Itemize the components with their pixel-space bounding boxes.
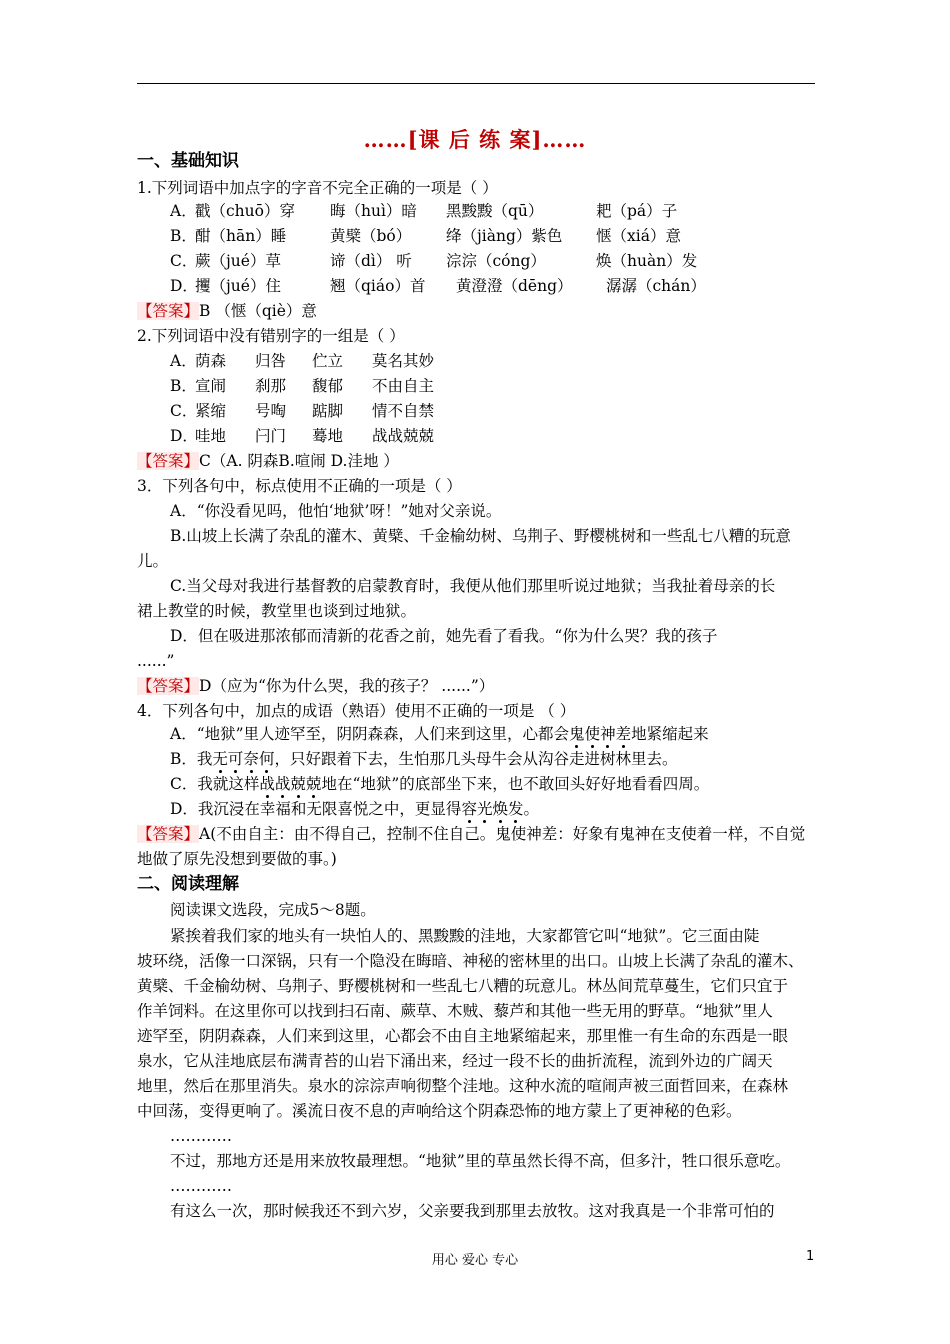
word: 潺潺（chán） bbox=[606, 277, 706, 295]
dotted-idiom: 容光焕发 bbox=[461, 800, 524, 818]
q4-option-b bbox=[170, 749, 677, 769]
word: 蕨（jué）草 bbox=[195, 252, 281, 270]
word: 荫森 bbox=[195, 352, 227, 370]
dotted-idiom: 鬼使神差 bbox=[569, 725, 632, 743]
section-heading-reading: 二、阅读理解 bbox=[137, 874, 239, 894]
word: 耙（pá）子 bbox=[596, 202, 678, 220]
word: 紧缩 bbox=[195, 402, 227, 420]
word: 焕（huàn）发 bbox=[596, 252, 698, 270]
q3-option-d: D．但在吸进那浓郁而清新的花香之前，她先看了看我。“你为什么哭？我的孩子 bbox=[170, 627, 718, 645]
q4-option-a bbox=[170, 724, 709, 744]
q2-answer bbox=[137, 451, 399, 471]
reading-intro: 阅读课文选段，完成5～8题。 bbox=[170, 901, 376, 919]
q4-option-c bbox=[170, 774, 709, 794]
dotted-idiom: 无可奈何 bbox=[212, 750, 275, 768]
option-letter: B． bbox=[170, 227, 197, 245]
text: B．我 bbox=[170, 750, 213, 768]
option-letter: A． bbox=[170, 202, 197, 220]
text: 地在“地狱”的底部坐下来，也不敢回头好好地看看四周。 bbox=[321, 775, 710, 793]
word: 宣闹 bbox=[195, 377, 227, 395]
q3-stem: 3．下列各句中，标点使用不正确的一项是（ ） bbox=[137, 477, 462, 495]
option-letter: B． bbox=[170, 377, 197, 395]
word: 惬（xiá）意 bbox=[596, 227, 681, 245]
word: 莫名其妙 bbox=[372, 352, 435, 370]
q4-answer bbox=[137, 824, 805, 844]
page-title: ……[课 后 练 案]…… bbox=[363, 127, 587, 152]
reading-para-line: 作羊饲料。在这里你可以找到扫石南、蕨草、木贼、藜芦和其他一些无用的野草。“地狱”里人 bbox=[137, 1002, 773, 1020]
answer-tag: 【答案】 bbox=[137, 302, 200, 320]
q1-stem: 1.下列词语中加点字的字音不完全正确的一项是（ ） bbox=[137, 179, 498, 197]
text: ，只好跟着下去，生怕那几头母牛会从沟谷走进树林里去。 bbox=[274, 750, 678, 768]
ellipsis: ………… bbox=[170, 1127, 232, 1145]
q2-stem: 2.下列词语中没有错别字的一组是（ ） bbox=[137, 327, 405, 345]
q3-option-d-cont: ......” bbox=[137, 652, 175, 670]
word: 攫（jué）住 bbox=[195, 277, 281, 295]
answer-tag: 【答案】 bbox=[137, 677, 200, 695]
reading-para-line: 黄檗、千金榆幼树、乌荆子、野樱桃树和一些乱七八糟的玩意儿。林丛间荒草蔓生，它们只宜于 bbox=[137, 977, 789, 995]
word: 蓦地 bbox=[312, 427, 344, 445]
answer-text: C（A. 阴森B.喧闹 D.洼地 ） bbox=[199, 452, 399, 470]
word: 绛（jiàng）紫色 bbox=[446, 227, 563, 245]
word: 黄澄澄（dēng） bbox=[456, 277, 573, 295]
word: 哇地 bbox=[195, 427, 227, 445]
q3-option-a: A．“你没看见吗，他怕‘地狱’呀！”她对父亲说。 bbox=[170, 502, 502, 520]
text: D．我沉浸在幸福和无限喜悦之中，更显得 bbox=[170, 800, 462, 818]
word: 伫立 bbox=[312, 352, 344, 370]
reading-para-line: 地里，然后在那里消失。泉水的淙淙声响彻整个洼地。这种水流的喧闹声被三面哲回来，在森林 bbox=[137, 1077, 789, 1095]
word: 馥郁 bbox=[312, 377, 344, 395]
q3-option-c: C.当父母对我进行基督教的启蒙教育时，我便从他们那里听说过地狱；当我扯着母亲的长 bbox=[170, 577, 776, 595]
option-letter: D． bbox=[170, 427, 198, 445]
header-rule bbox=[137, 83, 815, 84]
answer-text: B （惬（qiè）意 bbox=[199, 302, 317, 320]
word: 黑黢黢（qū） bbox=[446, 202, 544, 220]
reading-para-line: 坡环绕，活像一口深锅，只有一个隐没在晦暗、神秘的密林里的出口。山坡上长满了杂乱的灌木、 bbox=[137, 952, 804, 970]
q3-option-c-cont: 裙上教堂的时候，教堂里也谈到过地狱。 bbox=[137, 602, 417, 620]
word: 踮脚 bbox=[312, 402, 344, 420]
word: 晦（huì）暗 bbox=[330, 202, 417, 220]
option-letter: C． bbox=[170, 402, 198, 420]
word: 战战兢兢 bbox=[372, 427, 435, 445]
q3-option-b-cont: 儿。 bbox=[137, 552, 169, 570]
reading-para-line: 紧挨着我们家的地头有一块怕人的、黑黢黢的洼地，大家都管它叫“地狱”。它三面由陡 bbox=[170, 927, 760, 945]
text: 。 bbox=[523, 800, 540, 818]
page-footer: 用心 爱心 专心 bbox=[431, 1253, 519, 1268]
reading-para-2: 不过，那地方还是用来放牧最理想。“地狱”里的草虽然长得不高，但多汁，牲口很乐意吃。 bbox=[170, 1152, 791, 1170]
word: 戳（chuō）穿 bbox=[195, 202, 295, 220]
q4-stem: 4．下列各句中，加点的成语（熟语）使用不正确的一项是 （ ） bbox=[137, 702, 576, 720]
q3-answer bbox=[137, 676, 494, 696]
word: 号啕 bbox=[255, 402, 287, 420]
word: 情不自禁 bbox=[372, 402, 435, 420]
word: 不由自主 bbox=[372, 377, 435, 395]
answer-text: A(不由自主：由不得自己，控制不住自己。鬼使神差：好象有鬼神在支使着一样，不自觉 bbox=[199, 825, 806, 843]
section-heading-basics: 一、基础知识 bbox=[137, 151, 239, 171]
reading-para-line: 泉水，它从洼地底层布满青苔的山岩下涌出来，经过一段不长的曲折流程，流到外边的广阔天 bbox=[137, 1052, 773, 1070]
word: 谛（dì） 听 bbox=[330, 252, 412, 270]
word: 归咎 bbox=[255, 352, 287, 370]
text: 地紧缩起来 bbox=[631, 725, 709, 743]
text: A．“地狱”里人迹罕至，阴阴森森，人们来到这里，心都会 bbox=[170, 725, 570, 743]
reading-para-line: 中回荡，变得更响了。溪流日夜不息的声响给这个阴森恐怖的地方蒙上了更神秘的色彩。 bbox=[137, 1102, 742, 1120]
dotted-idiom: 战战兢兢 bbox=[259, 775, 322, 793]
word: 刹那 bbox=[255, 377, 287, 395]
q3-option-b: B.山坡上长满了杂乱的灌木、黄檗、千金榆幼树、乌荆子、野樱桃树和一些乱七八糟的玩意 bbox=[170, 527, 791, 545]
word: 闩门 bbox=[255, 427, 287, 445]
q1-answer bbox=[137, 301, 317, 321]
answer-tag: 【答案】 bbox=[137, 825, 200, 843]
text: C．我就这样 bbox=[170, 775, 260, 793]
option-letter: A． bbox=[170, 352, 197, 370]
q4-option-d bbox=[170, 799, 539, 819]
answer-tag: 【答案】 bbox=[137, 452, 200, 470]
option-letter: C． bbox=[170, 252, 198, 270]
word: 淙淙（cóng） bbox=[446, 252, 546, 270]
page-number: 1 bbox=[806, 1249, 815, 1264]
word: 黄檗（bó） bbox=[330, 227, 412, 245]
reading-para-line: 迹罕至，阴阴森森，人们来到这里，心都会不由自主地紧缩起来，那里惟一有生命的东西是一眼 bbox=[137, 1027, 789, 1045]
reading-para-3: 有这么一次，那时候我还不到六岁，父亲要我到那里去放牧。这对我真是一个非常可怕的 bbox=[170, 1202, 775, 1220]
answer-text: D（应为“你为什么哭，我的孩子？ ......”） bbox=[199, 677, 495, 695]
ellipsis: ………… bbox=[170, 1177, 232, 1195]
option-letter: D． bbox=[170, 277, 198, 295]
word: 翘（qiáo）首 bbox=[330, 277, 426, 295]
q4-answer-cont: 地做了原先没想到要做的事。) bbox=[137, 850, 337, 868]
word: 酣（hān）睡 bbox=[195, 227, 287, 245]
